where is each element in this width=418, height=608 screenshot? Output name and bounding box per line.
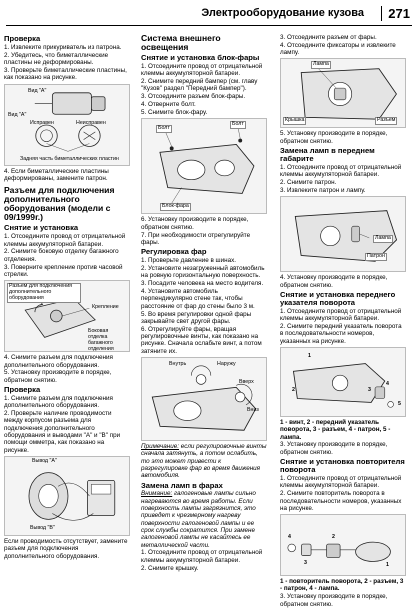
figure-label: 3 — [304, 560, 307, 567]
column-2 — [141, 34, 267, 594]
figure-label: Вид "А" — [28, 87, 47, 94]
paragraph: 2. Проверьте наличие проводимости между корпусом разъема для подключения дополнительного оборудования и выводами "А" и "В" при помощи омметра, как показано на рисунке. — [4, 410, 121, 454]
paragraph: 3. Установку производите в порядке, обратном снятию. — [280, 593, 388, 608]
section-heading-check: Проверка — [4, 385, 41, 395]
paragraph: 2. Установите незагруженный автомобиль на ровную горизонтальную поверхность. — [141, 265, 265, 280]
page-number: 271 — [381, 6, 410, 21]
paragraph: 2. Снимите боковую отделку багажного отделения. — [4, 248, 119, 263]
figure-headlight-adjustment — [141, 357, 267, 441]
figure-label: Вверх — [239, 379, 254, 386]
figure-label: 4 — [288, 534, 291, 541]
figure-label: Крепление — [92, 304, 119, 311]
paragraph: 2. Снимите крышку. — [141, 564, 199, 572]
paragraph: 1. Отсоедините провод от отрицательной клеммы аккумуляторной батареи. — [280, 164, 402, 179]
subsection-heading-parking: Замена ламп в переднем габарите — [280, 146, 375, 164]
figure-label: Наружу — [217, 361, 236, 368]
subsection-heading-turn-signal: Снятие и установка переднего указателя поворота — [280, 289, 396, 307]
paragraph: 4. Установите автомобиль перпендикулярно стене так, чтобы расстояние от фар до стены было 3 м. — [141, 288, 255, 310]
figure-label: Разъем для подключения дополнительного оборудования — [7, 283, 81, 302]
paragraph: 1. Отсоедините провод от отрицательной клеммы аккумуляторной батареи. — [141, 63, 263, 78]
chapter-title: Электрооборудование кузова — [201, 7, 364, 19]
column-1 — [4, 34, 130, 594]
paragraph: 6. Отрегулируйте фары, вращая регулировочные винты, как показано на рисунке. Сначала ослабьте винт, а потом затяните их. — [141, 325, 262, 355]
figure-label: 5 — [398, 401, 401, 407]
figure-caption: 1 - винт, 2 - передний указатель поворота, 3 - разъем, 4 - патрон, 5 - лампа. — [280, 419, 391, 441]
paragraph: 2. Снимите патрон. — [280, 179, 337, 187]
paragraph: 3. Поверните крепление против часовой стрелки. — [4, 263, 123, 278]
paragraph: 6. Установку производите в порядке, обратном снятию. — [141, 216, 249, 231]
note-label: Примечание: — [141, 443, 180, 451]
figure-label: Разъем — [377, 117, 396, 124]
subsection-heading-repeater: Снятие и установка повторителя поворота — [280, 457, 405, 475]
paragraph: 1. Отсоедините провод от отрицательной клеммы аккумуляторной батареи. — [141, 549, 263, 564]
figure-label: Боковая отделка багажного отделения — [88, 328, 114, 352]
figure-label: Вниз — [247, 407, 259, 414]
paragraph: 3. Отсоедините разъем от фары. — [280, 34, 377, 41]
paragraph: 1. Снимите разъем для подключения дополнительного оборудования. — [4, 394, 113, 410]
paragraph: 5. Снимите блок-фару. — [141, 109, 208, 117]
paragraph: 2. Убедитесь, что биметаллические пластины не деформированы. — [4, 51, 109, 67]
paragraph: 3. Извлеките патрон и лампу. — [280, 187, 366, 195]
figure-label: Вывод "В" — [30, 524, 55, 531]
subsection-heading-bulb: Замена ламп в фарах — [141, 480, 223, 490]
figure-label: Неисправен — [76, 119, 106, 126]
figure-label: Болт — [232, 121, 244, 128]
figure-turn-signal — [280, 347, 406, 417]
paragraph: 3. Проверьте биметаллические пластины, как показано на рисунке. — [4, 67, 127, 82]
figure-label: 2 — [292, 387, 295, 393]
paragraph: 4. Снимите разъем для подключения дополнительного оборудования. — [4, 354, 113, 369]
figure-caption: 1 - повторитель поворота, 2 - разъем, 3 - патрон, 4 - лампа. — [280, 578, 404, 593]
paragraph: 2. Снимите передний указатель поворота в последовательности номеров, указанных на рисунке. — [280, 323, 402, 345]
note-text: если регулировочные винты сначала затянуть, а потом ослабить, то это может привести к разрегулировке фар во время движения автомобиля. — [141, 443, 267, 480]
paragraph: 5. Установку производите в порядке, обратном снятию. — [4, 369, 112, 384]
headlamp-illustration — [142, 119, 266, 213]
figure-label: 2 — [332, 534, 335, 541]
paragraph: 1. Отсоедините провод от отрицательной клеммы аккумуляторной батареи. — [280, 307, 402, 323]
paragraph: 7. При необходимости отрегулируйте фары. — [141, 231, 251, 246]
paragraph: 5. Установку производите в порядке, обратном снятию. — [280, 130, 388, 145]
figure-lighter-inspection — [4, 84, 130, 166]
paragraph: Если проводимость отсутствует, замените разъем для подключения дополнительного оборудования. — [4, 537, 128, 560]
paragraph: 3. Посадите человека на место водителя. — [141, 280, 264, 288]
figure-label: 1 — [308, 353, 311, 359]
warning — [141, 490, 267, 548]
paragraph: 4. Установку производите в порядке, обратном снятию. — [280, 274, 388, 289]
ohmmeter-illustration — [5, 457, 129, 535]
figure-label: Болт — [158, 125, 170, 132]
section-heading-inspection: Проверка — [4, 34, 41, 43]
paragraph: 1. Отсоедините провод от отрицательной клеммы аккумуляторной батареи. — [280, 475, 402, 490]
figure-label: 4 — [386, 381, 389, 387]
subsection-heading-adjust: Регулировка фар — [141, 247, 207, 257]
paragraph: 5. Во время регулировки одной фары закрывайте свет другой фары. — [141, 310, 252, 325]
lighter-illustration — [5, 85, 129, 165]
figure-headlight-removal — [141, 118, 267, 214]
subsection-heading-removal: Снятие и установка — [4, 223, 79, 233]
paragraph: 2. Снимите передний бампер (см. главу "Кузов" раздел "Передний бампер"). — [141, 78, 258, 93]
paragraph: 3. Отсоедините разъем блок-фары. — [141, 93, 246, 101]
paragraph: 4. Отсоедините фиксаторы и извлеките лампу. — [280, 41, 396, 57]
figure-label: Патрон — [367, 253, 385, 260]
figure-headlamp-bulb — [280, 58, 406, 128]
paragraph: 1. Проверьте давление в шинах. — [141, 257, 237, 265]
paragraph: 4. Если биметаллические пластины деформированы, замените патрон. — [4, 167, 109, 182]
figure-label: Внутрь — [169, 361, 187, 368]
figure-label: Блок-фара — [162, 203, 189, 210]
figure-label: Лампа — [313, 61, 329, 68]
paragraph: 1. Извлеките прикуриватель из патрона. — [4, 43, 122, 51]
figure-parking-lamp — [280, 196, 406, 272]
paragraph: 3. Установку производите в порядке, обратном снятию. — [280, 441, 388, 456]
figure-repeater — [280, 514, 406, 576]
warning-label: Внимание: — [141, 490, 173, 498]
warning-text: галогеновые лампы сильно нагреваются во время работы. Если поверхность лампы загрязнится, это приведет к чрезмерному нагреву поверхности галогеновой лампы и ее срок службы сократится. При замене галогеновой лампы не касайтесь ее металлической части. — [141, 490, 256, 549]
adjustment-illustration — [142, 358, 266, 440]
figure-label: Исправен — [30, 119, 54, 126]
figure-connector-check — [4, 456, 130, 536]
paragraph: 1. Отсоедините провод от отрицательной клеммы аккумуляторной батареи. — [4, 233, 126, 248]
column-3 — [280, 34, 406, 608]
note — [141, 443, 267, 479]
figure-label: Вид "А" — [8, 111, 27, 118]
figure-label: Крышка — [285, 117, 305, 124]
figure-label: 3 — [368, 387, 371, 393]
section-heading-lighting: Система внешнего освещения — [141, 33, 221, 53]
figure-label: 1 — [386, 562, 389, 569]
figure-connector-removal — [4, 280, 130, 352]
paragraph: 4. Отверните болт. — [141, 101, 196, 109]
paragraph: 2. Снимите повторитель поворота в последовательности номеров, указанных на рисунке. — [280, 490, 402, 512]
page-header — [6, 4, 412, 26]
figure-label: Вывод "А" — [32, 457, 57, 464]
figure-caption: Задняя часть биметаллических пластин — [20, 155, 119, 162]
subsection-heading-headlight: Снятие и установка блок-фары — [141, 53, 260, 63]
section-heading-connector: Разъем для подключения дополнительного оборудования (модели с 09/1999г.) — [4, 185, 115, 223]
figure-label: Лампа — [375, 235, 391, 242]
